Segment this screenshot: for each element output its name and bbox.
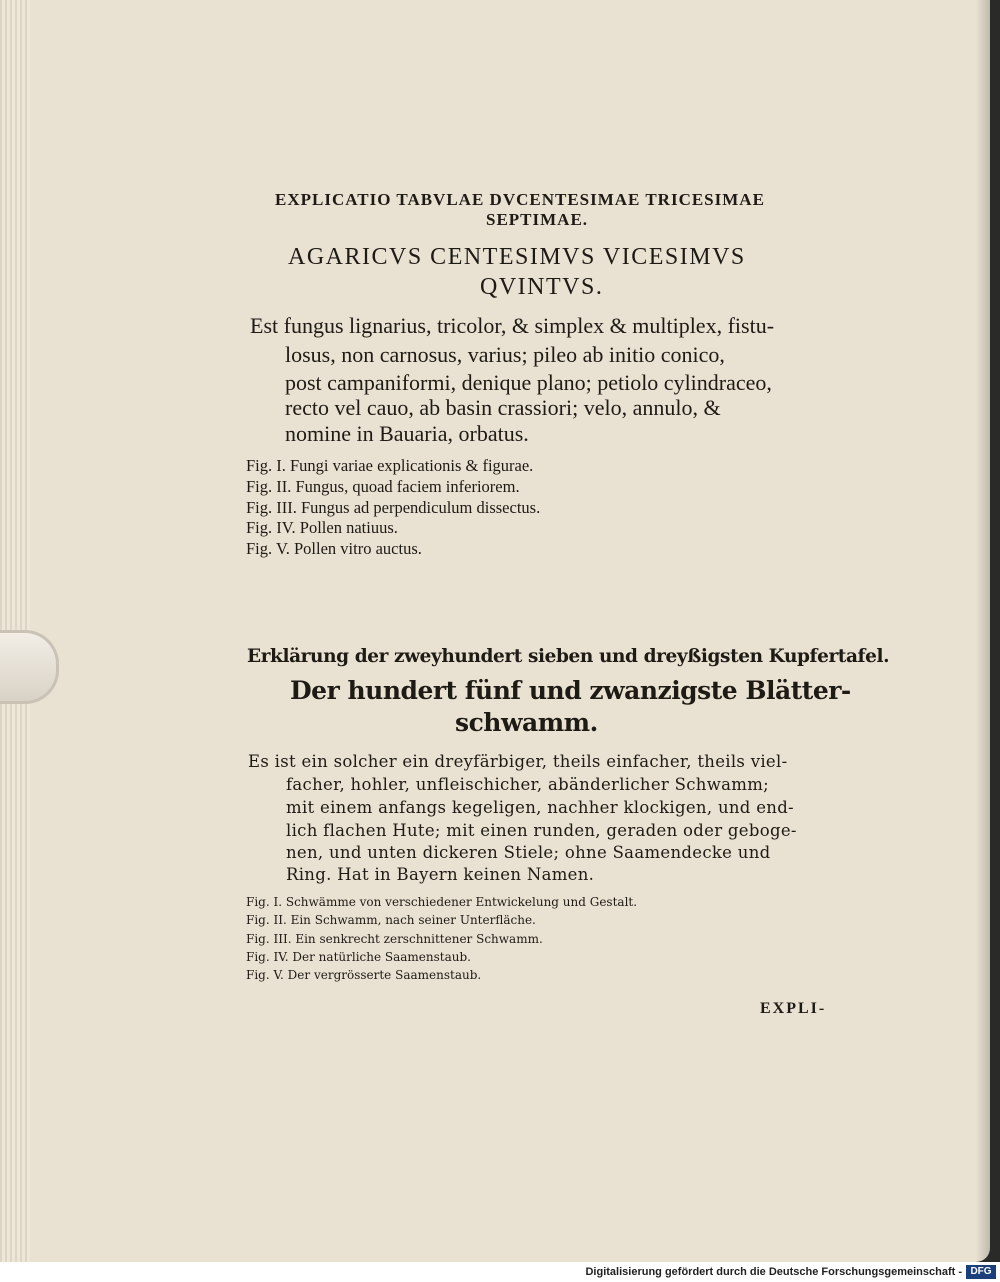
latin-body-line: post campaniformi, denique plano; petiolo cylindraceo,: [285, 370, 772, 395]
latin-figure-caption: Fig. I. Fungi variae explicationis & figurae.: [246, 456, 534, 475]
german-figure-caption: Fig. II. Ein Schwamm, nach seiner Unterfläche.: [246, 913, 536, 927]
latin-figure-caption: Fig. III. Fungus ad perpendiculum dissectus.: [246, 498, 541, 517]
german-body-line: lich flachen Hute; mit einen runden, geraden oder geboge-: [286, 821, 797, 840]
german-title-line1: Der hundert fünf und zwanzigste Blätter-: [290, 676, 851, 705]
latin-body-line: nomine in Bauaria, orbatus.: [285, 421, 529, 446]
german-figure-caption: Fig. I. Schwämme von verschiedener Entwickelung und Gestalt.: [246, 895, 638, 909]
german-body-line: Ring. Hat in Bayern keinen Namen.: [286, 865, 595, 884]
page-clip: [0, 630, 59, 704]
latin-title-line2: QVINTVS.: [480, 274, 604, 300]
page-shadow: [976, 0, 990, 1262]
german-figure-caption: Fig. IV. Der natürliche Saamenstaub.: [246, 950, 471, 964]
german-body-line: mit einem anfangs kegeligen, nachher klockigen, und end-: [286, 798, 794, 817]
german-figure-caption: Fig. III. Ein senkrecht zerschnittener Schwamm.: [246, 932, 543, 946]
latin-heading-line2: SEPTIMAE.: [486, 210, 589, 229]
latin-figure-caption: Fig. IV. Pollen natiuus.: [246, 518, 398, 537]
latin-body-line: losus, non carnosus, varius; pileo ab initio conico,: [285, 342, 725, 367]
german-body-line: nen, und unten dickeren Stiele; ohne Saamendecke und: [286, 843, 771, 862]
german-body-line: Es ist ein solcher ein dreyfärbiger, theils einfacher, theils viel-: [248, 752, 788, 771]
dfg-logo: DFG: [966, 1265, 996, 1279]
german-figure-caption: Fig. V. Der vergrösserte Saamenstaub.: [246, 968, 482, 982]
german-title-line2: schwamm.: [455, 708, 598, 737]
latin-figure-caption: Fig. V. Pollen vitro auctus.: [246, 539, 422, 558]
footer-credit: Digitalisierung gefördert durch die Deutsche Forschungsgemeinschaft -: [585, 1266, 962, 1278]
latin-body-line: recto vel cauo, ab basin crassiori; velo, annulo, &: [285, 395, 721, 420]
latin-body-line: Est fungus lignarius, tricolor, & simplex & multiplex, fistu-: [250, 313, 775, 338]
latin-heading-line1: EXPLICATIO TABVLAE DVCENTESIMAE TRICESIMAE: [275, 190, 765, 209]
german-body-line: facher, hohler, unfleischicher, abänderlicher Schwamm;: [286, 775, 770, 794]
catchword: EXPLI-: [760, 1000, 827, 1017]
latin-title-line1: AGARICVS CENTESIMVS VICESIMVS: [288, 244, 746, 270]
latin-figure-caption: Fig. II. Fungus, quoad faciem inferiorem.: [246, 477, 520, 496]
german-heading: Erklärung der zweyhundert sieben und dreyßigsten Kupfertafel.: [247, 646, 890, 667]
